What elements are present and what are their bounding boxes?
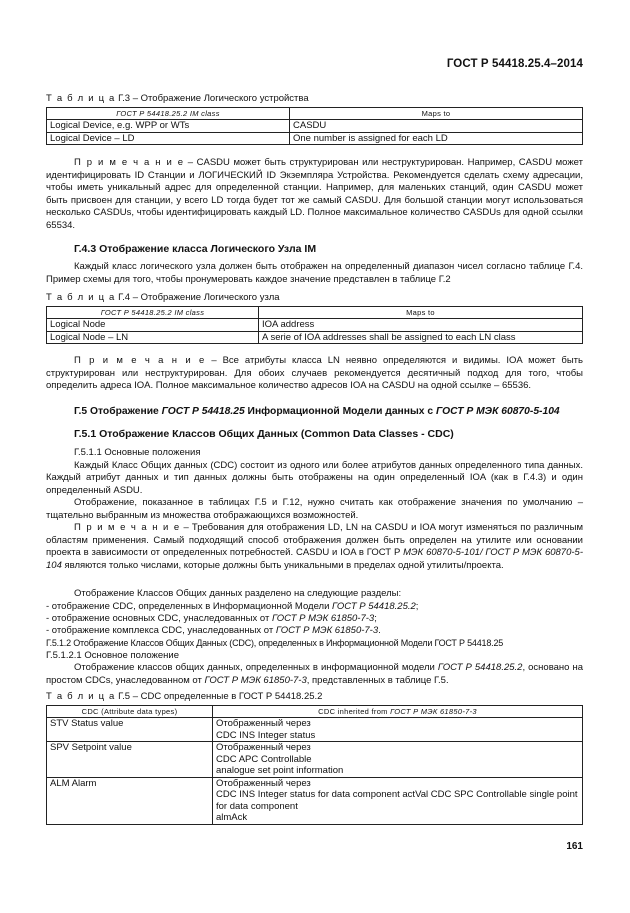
table-g3-col2-header: Maps to xyxy=(290,108,583,120)
note-requirements: П р и м е ч а н и е – Требования для отображения LD, LN на CASDU и IOA могут изменяться по различным областям применения. Самый подходящий способ отображения должен быть определен на утилите или основании проекта в зависимости от определенных потребностей. CASDU и IOA в ГОСТ Р МЭК 60870-5-101/ ГОСТ Р МЭК 60870-5-104 являются только числами, которые должны быть уникальными в пределах одной утилиты/проекта. xyxy=(46,522,583,571)
table-g4 xyxy=(46,306,583,344)
table-g4-col1-header: ГОСТ Р 54418.25.2 IM class xyxy=(47,307,259,319)
table-row: Logical Node IOA address xyxy=(47,319,583,332)
table-row: SPV Setpoint value Отображенный через CDC APC Controllable analogue set point information xyxy=(47,742,583,778)
cdc-list: Отображение Классов Общих данных разделено на следующие разделы: - отображение CDC, определенных в Информационной Модели ГОСТ Р 54418.25.2; - отображение основных CDC, унаследованных от ГОСТ Р МЭК 61850-7-3; - отображение комплекса CDC, унаследованных от ГОСТ Р МЭК 61850-7-3. Г.5.1.2 Отображение Классов Общих Данных (CDC), определенных в Информационной Модели ГОСТ Р 54418.25 Г.5.1.2.1 Основное положение Отображение классов общих данных, определенных в информационной модели ГОСТ Р 54418.25.2, основано на простом CDCs, унаследованном от ГОСТ Р МЭК 61850-7-3, представленных в таблице Г.5. xyxy=(46,588,584,686)
note-ln: П р и м е ч а н и е – Все атрибуты класса LN неявно определяются и видимы. IOA может быть структурирован или неструктурирован. Для обоих случаев рекомендуется десятичный подход для того, чтобы определить адреса IOA. Полное максимальное количество адресов IOA на CASDU на одной ссылке – 65536. xyxy=(46,355,583,392)
list-item: - отображение основных CDC, унаследованных от ГОСТ Р МЭК 61850-7-3; xyxy=(46,612,377,624)
subsection-g5121-text: Отображение классов общих данных, определенных в информационной модели ГОСТ Р 54418.25.2, основано на простом CDCs, унаследованном от ГОСТ Р МЭК 61850-7-3, представленных в таблице Г.5. xyxy=(46,662,584,686)
section-g51-heading: Г.5.1 Отображение Классов Общих Данных (Common Data Classes - CDC) xyxy=(74,428,454,440)
standard-code: ГОСТ Р 54418.25.4–2014 xyxy=(446,58,583,70)
table-g4-col2-header: Maps to xyxy=(259,307,583,319)
table-g4-caption: Т а б л и ц а Г.4 – Отображение Логического узла xyxy=(46,292,280,303)
section-g43-heading: Г.4.3 Отображение класса Логического Узла IM xyxy=(74,243,317,255)
list-item: - отображение CDC, определенных в Информационной Модели ГОСТ Р 54418.25.2; xyxy=(46,600,419,612)
subsection-g5121: Г.5.1.2.1 Основное положение xyxy=(46,649,180,661)
section-g5-heading: Г.5 Отображение ГОСТ Р 54418.25 Информационной Модели данных с ГОСТ Р МЭК 60870-5-104 xyxy=(74,406,560,417)
table-row: STV Status value Отображенный через CDC INS Integer status xyxy=(47,718,583,742)
section-g43-text: Каждый класс логического узла должен быть отображен на определенный диапазон чисел согласно таблице Г.4. Пример схемы для того, чтобы пронумеровать каждое значение представлен в таблице Г.2 xyxy=(46,261,583,285)
table-g3-caption: Т а б л и ц а Г.3 – Отображение Логического устройства xyxy=(46,93,309,104)
table-g3-col1-header: ГОСТ Р 54418.25.2 IM class xyxy=(47,108,290,120)
table-g5-col1-header: CDC (Attribute data types) xyxy=(47,706,213,718)
section-g511: Г.5.1.1 Основные положения Каждый Класс Общих данных (CDC) состоит из одного или более атрибутов данных определенного типа данных. Каждый атрибут данных и тип данных должны быть отображены на один определенный IOA (как в Г.4.3) и один определенный ASDU. Отображение, показанное в таблицах Г.5 и Г.12, нужно считать как отображение значения по умолчанию – тщательно выбранным из множества отображающихся возможностей. xyxy=(46,447,583,521)
page-number: 161 xyxy=(566,841,583,852)
note-casdu: П р и м е ч а н и е – CASDU может быть структурирован или неструктурирован. Например, CASDU может идентифицировать ID Станции и ЛОГИЧЕСКИЙ ID Экземпляра Устройства. Рекомендуется сделать схему адресации, чтобы иметь уникальный адрес для определенной станции. Например, для маленьких станций, один CASDU может быть присвоен для станции, у всего LD тогда будет тот же самый CASDU. Для большой станции могут использоваться несколько CASDUs, чтобы идентифицировать каждый LD. Полное максимальное количество CASDUs для одной ссылки 65534. xyxy=(46,157,584,231)
table-g5 xyxy=(46,705,583,825)
section-g511-heading: Г.5.1.1 Основные положения xyxy=(74,447,201,458)
table-g5-caption: Т а б л и ц а Г.5 – CDC определенные в ГОСТ Р 54418.25.2 xyxy=(46,691,323,702)
table-g5-col2-header: CDC inherited from ГОСТ Р МЭК 61850-7-3 xyxy=(213,706,583,718)
table-g3 xyxy=(46,107,583,145)
table-row: ALM Alarm Отображенный через CDC INS Integer status for data component actVal CDC SPC Controllable single point for data component almAck xyxy=(47,777,583,824)
table-row: Logical Device, e.g. WPP or WTs CASDU xyxy=(47,120,583,133)
table-row: Logical Node – LN A serie of IOA addresses shall be assigned to each LN class xyxy=(47,331,583,344)
subsection-g512: Г.5.1.2 Отображение Классов Общих Данных (CDC), определенных в Информационной Модели ГОСТ Р 54418.25 xyxy=(46,638,504,649)
table-row: Logical Device – LD One number is assigned for each LD xyxy=(47,132,583,145)
list-item: - отображение комплекса CDC, унаследованных от ГОСТ Р МЭК 61850-7-3. xyxy=(46,625,381,637)
